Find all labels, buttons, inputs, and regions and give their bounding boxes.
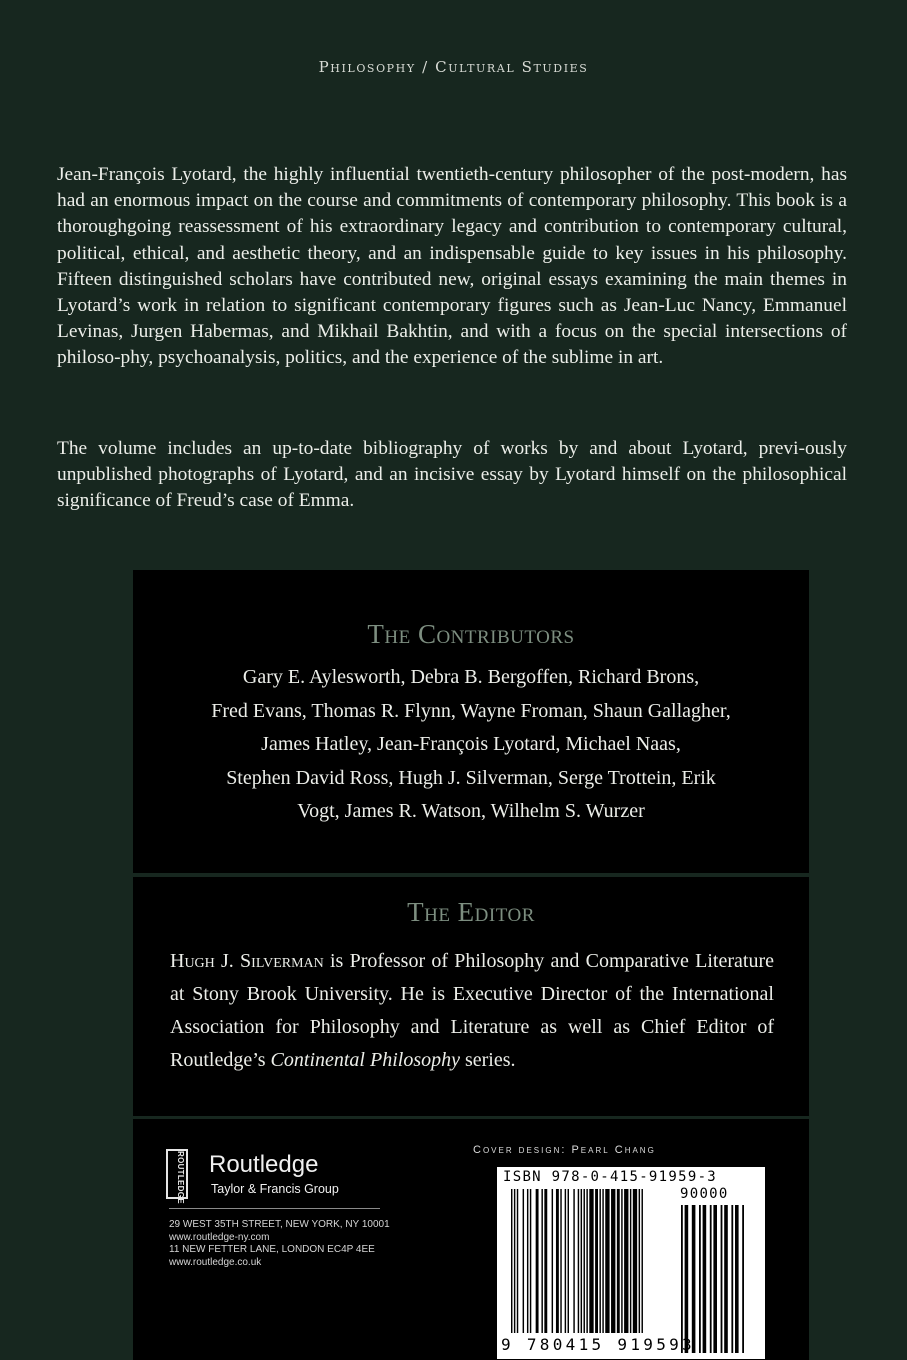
address-london: 11 NEW FETTER LANE, LONDON EC4P 4EE [169,1244,375,1255]
barcode-bar [523,1189,524,1333]
price-code: 90000 [680,1186,729,1202]
barcode-bar [568,1189,569,1333]
barcode-bar [602,1189,603,1333]
barcode-bar [556,1189,559,1333]
description-paragraph-1: Jean-François Lyotard, the highly influential twentieth-century philosopher of the post-modern, has had an enormous impact on the course and commitments of contemporary philosophy. This book is a thoroughgoing reassessment of his extraordinary legacy and contribution to contemporary cultural, political, ethical, and aesthetic theory, and an indispensable guide to key issues in his philosophy. Fifteen distinguished scholars have contributed new, original essays examining the main themes in Lyotard’s work in relation to significant contemporary figures such as Jean-Luc Nancy, Emmanuel Levinas, Jurgen Habermas, and Mikhail Bakhtin, and with a focus on the special intersections of philoso-phy, psychoanalysis, politics, and the experience of the sublime in art. [57,164,847,369]
barcode-bar [621,1189,622,1333]
barcode-bar [589,1189,593,1333]
ean-digits: 9 780415 919593 [501,1335,695,1354]
barcode-bar [536,1189,539,1333]
footer-panel [133,1119,809,1360]
barcode-bar [639,1189,640,1333]
price-bar [735,1205,739,1353]
contributors-line: Stephen David Ross, Hugh J. Silverman, Serge Trottein, Erik [226,766,716,789]
barcode-bar [633,1189,637,1333]
isbn-label: ISBN 978-0-415-91959-3 [503,1169,718,1185]
logo-mark-text: ROUTLEDGE [176,1151,185,1204]
barcode-bar [514,1189,515,1333]
barcode-bar [565,1189,566,1333]
barcode-bar [530,1189,531,1333]
price-bar [692,1205,696,1353]
price-bar [742,1205,744,1353]
barcode-bar [541,1189,542,1333]
divider [169,1208,380,1209]
price-bar [731,1205,733,1353]
price-bar [685,1205,689,1353]
editor-panel [133,877,809,1116]
barcode-bar [584,1189,585,1333]
publisher-name: Routledge [209,1151,319,1178]
barcode [497,1167,765,1359]
contributors-line: Fred Evans, Thomas R. Flynn, Wayne Froman, Shaun Gallagher, [211,699,731,722]
barcode-bar [642,1189,643,1333]
editor-name: Hugh J. Silverman [170,950,324,972]
category-label: Philosophy / Cultural Studies [318,58,589,76]
price-bar [724,1205,728,1353]
series-title: Continental Philosophy [270,1049,460,1071]
barcode-bar [544,1189,547,1333]
barcode-bar [617,1189,620,1333]
publisher-addresses [169,1219,429,1269]
barcode-bar [605,1189,609,1333]
editor-bio [133,945,809,1077]
contributors-line: James Hatley, Jean-François Lyotard, Michael Naas, [261,733,681,755]
editor-heading: The Editor [407,897,535,927]
barcode-bar [573,1189,574,1333]
barcode-bar [511,1189,512,1333]
editor-bio-text: is Professor of Philosophy and Comparative Literature at Stony Brook University. He is Executive Director of the International Association for Philosophy and Literature as well as Chief Editor of Routledge’s [170,950,775,1071]
address-ny: 29 WEST 35TH STREET, NEW YORK, NY 10001 [169,1219,390,1230]
price-bar [681,1205,683,1353]
barcode-bar [624,1189,628,1333]
editor-bio-end: series. [459,1049,516,1071]
barcode-bar [560,1189,561,1333]
cover-design-credit: Cover design: Pearl Chang [473,1144,656,1156]
barcode-bar [578,1189,579,1333]
price-bar [699,1205,701,1353]
barcode-bar [517,1189,518,1333]
description-paragraph-2: The volume includes an up-to-date bibliography of works by and about Lyotard, previ-ously unpublished photographs of Lyotard, and an incisive essay by Lyotard himself on the philosophical significance of Freud’s case of Emma. [57,438,847,512]
price-bar [721,1205,723,1353]
contributors-list [133,661,809,829]
contributors-heading: The Contributors [367,619,575,649]
price-bar [710,1205,712,1353]
barcode-bar [595,1189,598,1333]
barcode-bar [552,1189,553,1333]
url-ny: www.routledge-ny.com [169,1231,270,1243]
barcode-bar [586,1189,587,1333]
barcode-bars [497,1167,765,1359]
contributors-panel [133,570,809,873]
price-bar [713,1205,717,1353]
barcode-bar [611,1189,615,1333]
publisher-group: Taylor & Francis Group [211,1182,339,1196]
url-uk: www.routledge.co.uk [169,1256,262,1268]
contributors-line: Vogt, James R. Watson, Wilhelm S. Wurzer [297,800,645,822]
barcode-bar [527,1189,528,1333]
price-bar [703,1205,707,1353]
barcode-bar [599,1189,600,1333]
barcode-bar [630,1189,631,1333]
contributors-line: Gary E. Aylesworth, Debra B. Bergoffen, Richard Brons, [242,666,700,688]
barcode-bar [581,1189,582,1333]
